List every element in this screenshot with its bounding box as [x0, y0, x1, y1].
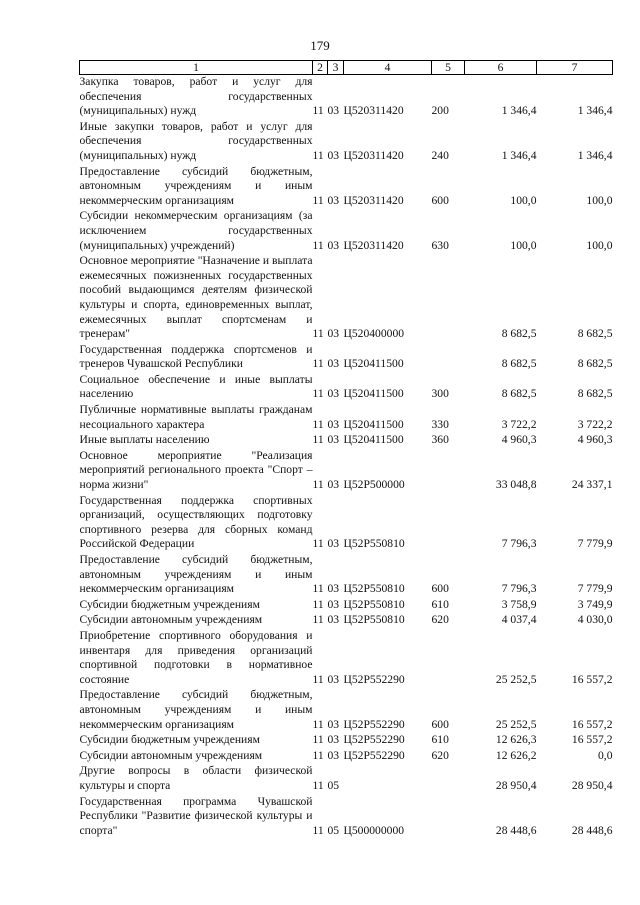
row-amount-col7: 1 346,4 — [577, 148, 613, 162]
table-row — [80, 733, 613, 749]
table-row — [80, 764, 613, 794]
row-subsection: 03 — [327, 672, 340, 686]
row-amount-col7: 28 950,4 — [571, 778, 613, 792]
row-amount-col6: 33 048,8 — [495, 478, 537, 492]
row-section: 11 — [312, 613, 324, 627]
row-section: 11 — [312, 748, 324, 762]
table-row — [80, 343, 613, 373]
row-target-code: Ц520311420 — [343, 238, 404, 252]
row-subsection: 03 — [327, 417, 340, 431]
row-target-code: Ц52P550810 — [343, 597, 405, 611]
row-amount-col6: 1 346,4 — [501, 148, 537, 162]
table-row — [80, 598, 613, 614]
row-expense-type: 620 — [431, 748, 449, 762]
row-name: Государственная программа Чувашской Республики "Развитие физической культуры и спорта" — [79, 794, 313, 837]
row-name: Предоставление субсидий бюджетным, автономным учреждениям и иным некоммерческим организациям — [79, 164, 313, 207]
row-section: 11 — [312, 537, 324, 551]
row-section: 11 — [312, 478, 324, 492]
row-target-code: Ц520311420 — [343, 193, 404, 207]
row-name: Приобретение спортивного оборудования и инвентаря для приведения организаций спортивной подготовки в нормативное состояние — [79, 628, 313, 686]
row-amount-col7: 8 682,5 — [577, 327, 613, 341]
row-amount-col7: 100,0 — [586, 238, 613, 252]
row-target-code: Ц52P550810 — [343, 582, 405, 596]
table-row — [80, 613, 613, 629]
table-body — [80, 75, 613, 840]
header-col-4: 4 — [344, 61, 432, 75]
row-target-code: Ц52P552290 — [343, 717, 405, 731]
row-name: Закупка товаров, работ и услуг для обеспечения государственных (муниципальных) нужд — [79, 75, 313, 118]
table-header — [80, 61, 613, 75]
row-section: 11 — [312, 597, 324, 611]
row-expense-type: 360 — [431, 433, 449, 447]
row-name: Иные закупки товаров, работ и услуг для обеспечения государственных (муниципальных) нужд — [79, 119, 313, 162]
row-amount-col6: 4 037,4 — [501, 613, 537, 627]
row-target-code: Ц520400000 — [343, 327, 405, 341]
row-expense-type: 200 — [431, 104, 449, 118]
page-number: 179 — [310, 38, 330, 53]
row-subsection: 03 — [327, 238, 340, 252]
row-amount-col7: 8 682,5 — [577, 387, 613, 401]
table-row — [80, 629, 613, 688]
header-col-1: 1 — [80, 61, 313, 75]
row-expense-type — [432, 343, 465, 373]
row-subsection: 03 — [327, 613, 340, 627]
row-expense-type: 600 — [431, 582, 449, 596]
table-row — [80, 449, 613, 494]
row-amount-col7: 3 749,9 — [577, 597, 613, 611]
row-expense-type: 630 — [431, 238, 449, 252]
row-name: Социальное обеспечение и иные выплаты населению — [79, 372, 313, 401]
row-subsection: 03 — [327, 433, 340, 447]
row-target-code: Ц520411500 — [343, 417, 404, 431]
row-target-code: Ц52P552290 — [343, 672, 405, 686]
row-section: 11 — [312, 357, 324, 371]
row-amount-col6: 12 626,2 — [495, 748, 537, 762]
row-section: 11 — [312, 148, 324, 162]
row-amount-col6: 7 796,3 — [501, 582, 537, 596]
row-amount-col7: 28 448,6 — [571, 823, 613, 837]
row-amount-col7: 100,0 — [586, 193, 613, 207]
header-col-7: 7 — [537, 61, 613, 75]
header-col-3: 3 — [328, 61, 344, 75]
row-target-code: Ц520411500 — [343, 433, 404, 447]
row-subsection: 03 — [327, 148, 340, 162]
row-amount-col7: 7 779,9 — [577, 582, 613, 596]
row-expense-type: 610 — [431, 733, 449, 747]
row-subsection: 03 — [327, 357, 340, 371]
row-section: 11 — [312, 823, 324, 837]
row-target-code: Ц52P552290 — [343, 733, 405, 747]
row-section: 11 — [312, 238, 324, 252]
row-expense-type: 600 — [431, 717, 449, 731]
row-target-code: Ц52P550810 — [343, 613, 405, 627]
row-section: 11 — [312, 778, 324, 792]
row-target-code: Ц520311420 — [343, 104, 404, 118]
row-subsection: 03 — [327, 387, 340, 401]
row-expense-type: 620 — [431, 613, 449, 627]
row-target-code: Ц500000000 — [343, 823, 405, 837]
row-subsection: 03 — [327, 478, 340, 492]
table-row — [80, 688, 613, 733]
row-name: Основное мероприятие "Назначение и выплата ежемесячных пожизненных государственных пособий выдающимся деятелям физической культуры и спорта, единовременных выплат, ежемесячных выплат спортсменам и тренерам" — [79, 254, 313, 341]
row-section: 11 — [312, 672, 324, 686]
row-target-code — [344, 764, 432, 794]
row-name: Государственная поддержка спортсменов и тренеров Чувашской Республики — [79, 342, 313, 371]
row-section: 11 — [312, 104, 324, 118]
row-amount-col6: 3 722,2 — [501, 417, 537, 431]
row-expense-type: 330 — [431, 417, 449, 431]
table-row — [80, 403, 613, 433]
row-subsection: 03 — [327, 748, 340, 762]
row-section: 11 — [312, 582, 324, 596]
row-amount-col6: 1 346,4 — [501, 104, 537, 118]
row-name: Публичные нормативные выплаты гражданам несоциального характера — [79, 403, 313, 431]
row-subsection: 03 — [327, 733, 340, 747]
row-expense-type — [432, 764, 465, 794]
row-amount-col6: 7 796,3 — [501, 537, 537, 551]
row-section: 11 — [312, 733, 324, 747]
row-target-code: Ц520411500 — [343, 357, 404, 371]
row-amount-col7: 24 337,1 — [571, 478, 613, 492]
row-amount-col6: 25 252,5 — [495, 672, 537, 686]
row-target-code: Ц520411500 — [343, 387, 404, 401]
row-amount-col7: 4 030,0 — [577, 613, 613, 627]
row-name: Другие вопросы в области физической культуры и спорта — [79, 764, 313, 792]
row-section: 11 — [312, 433, 324, 447]
row-section: 11 — [312, 717, 324, 731]
row-amount-col6: 8 682,5 — [501, 357, 537, 371]
row-subsection: 03 — [327, 582, 340, 596]
header-col-2: 2 — [313, 61, 328, 75]
row-name: Предоставление субсидий бюджетным, автономным учреждениям и иным некоммерческим организациям — [79, 553, 313, 596]
row-name: Субсидии бюджетным учреждениям — [79, 733, 260, 747]
row-expense-type — [432, 494, 465, 553]
row-expense-type — [432, 795, 465, 840]
row-section: 11 — [312, 417, 324, 431]
row-name: Иные выплаты населению — [79, 433, 210, 447]
row-subsection: 05 — [327, 778, 340, 792]
row-amount-col6: 25 252,5 — [495, 717, 537, 731]
row-expense-type — [432, 254, 465, 343]
row-name: Основное мероприятие "Реализация мероприятий регионального проекта "Спорт – норма жизни" — [79, 448, 313, 492]
row-target-code: Ц52P550810 — [343, 537, 405, 551]
row-amount-col6: 100,0 — [510, 193, 537, 207]
row-name: Государственная поддержка спортивных организаций, осуществляющих подготовку спортивного резерва для сборных команд Российской Федерации — [79, 493, 313, 551]
row-amount-col7: 4 960,3 — [577, 433, 613, 447]
table-row — [80, 749, 613, 765]
row-name: Субсидии автономным учреждениям — [79, 748, 263, 762]
row-amount-col6: 8 682,5 — [501, 387, 537, 401]
table-row — [80, 120, 613, 165]
row-name: Предоставление субсидий бюджетным, автономным учреждениям и иным некоммерческим организациям — [79, 688, 313, 731]
row-amount-col6: 100,0 — [510, 238, 537, 252]
table-row — [80, 209, 613, 254]
row-subsection: 03 — [327, 104, 340, 118]
row-expense-type — [432, 629, 465, 688]
table-row — [80, 433, 613, 449]
row-expense-type: 600 — [431, 193, 449, 207]
row-amount-col6: 4 960,3 — [501, 433, 537, 447]
row-amount-col7: 1 346,4 — [577, 104, 613, 118]
header-row — [80, 61, 613, 75]
row-amount-col7: 16 557,2 — [571, 733, 613, 747]
row-expense-type — [432, 449, 465, 494]
table-row — [80, 165, 613, 210]
row-amount-col6: 3 758,9 — [501, 597, 537, 611]
table-row — [80, 373, 613, 403]
row-subsection: 05 — [327, 823, 340, 837]
row-amount-col7: 16 557,2 — [571, 717, 613, 731]
row-subsection: 03 — [327, 327, 340, 341]
row-target-code: Ц52P552290 — [343, 748, 405, 762]
row-section: 11 — [312, 193, 324, 207]
row-name: Субсидии некоммерческим организациям (за исключением государственных (муниципальных) учреждений) — [79, 209, 313, 252]
row-amount-col6: 12 626,3 — [495, 733, 537, 747]
table-row — [80, 254, 613, 343]
row-section: 11 — [312, 327, 324, 341]
row-name: Субсидии автономным учреждениям — [79, 613, 263, 627]
row-subsection: 03 — [327, 193, 340, 207]
row-amount-col7: 16 557,2 — [571, 672, 613, 686]
row-expense-type: 240 — [431, 148, 449, 162]
header-col-5: 5 — [432, 61, 465, 75]
row-amount-col6: 28 448,6 — [495, 823, 537, 837]
row-amount-col7: 7 779,9 — [577, 537, 613, 551]
row-amount-col7: 3 722,2 — [577, 417, 613, 431]
row-expense-type: 610 — [431, 597, 449, 611]
row-subsection: 03 — [327, 717, 340, 731]
row-target-code: Ц52P500000 — [343, 478, 405, 492]
table-row — [80, 553, 613, 598]
table-row — [80, 75, 613, 120]
budget-table — [79, 60, 613, 839]
row-subsection: 03 — [327, 537, 340, 551]
row-amount-col7: 8 682,5 — [577, 357, 613, 371]
table-row — [80, 795, 613, 840]
row-target-code: Ц520311420 — [343, 148, 404, 162]
row-expense-type: 300 — [431, 387, 449, 401]
row-section: 11 — [312, 387, 324, 401]
row-amount-col7: 0,0 — [598, 748, 613, 762]
header-col-6: 6 — [465, 61, 537, 75]
row-amount-col6: 8 682,5 — [501, 327, 537, 341]
row-subsection: 03 — [327, 597, 340, 611]
table-row — [80, 494, 613, 553]
row-name: Субсидии бюджетным учреждениям — [79, 597, 260, 611]
row-amount-col6: 28 950,4 — [495, 778, 537, 792]
